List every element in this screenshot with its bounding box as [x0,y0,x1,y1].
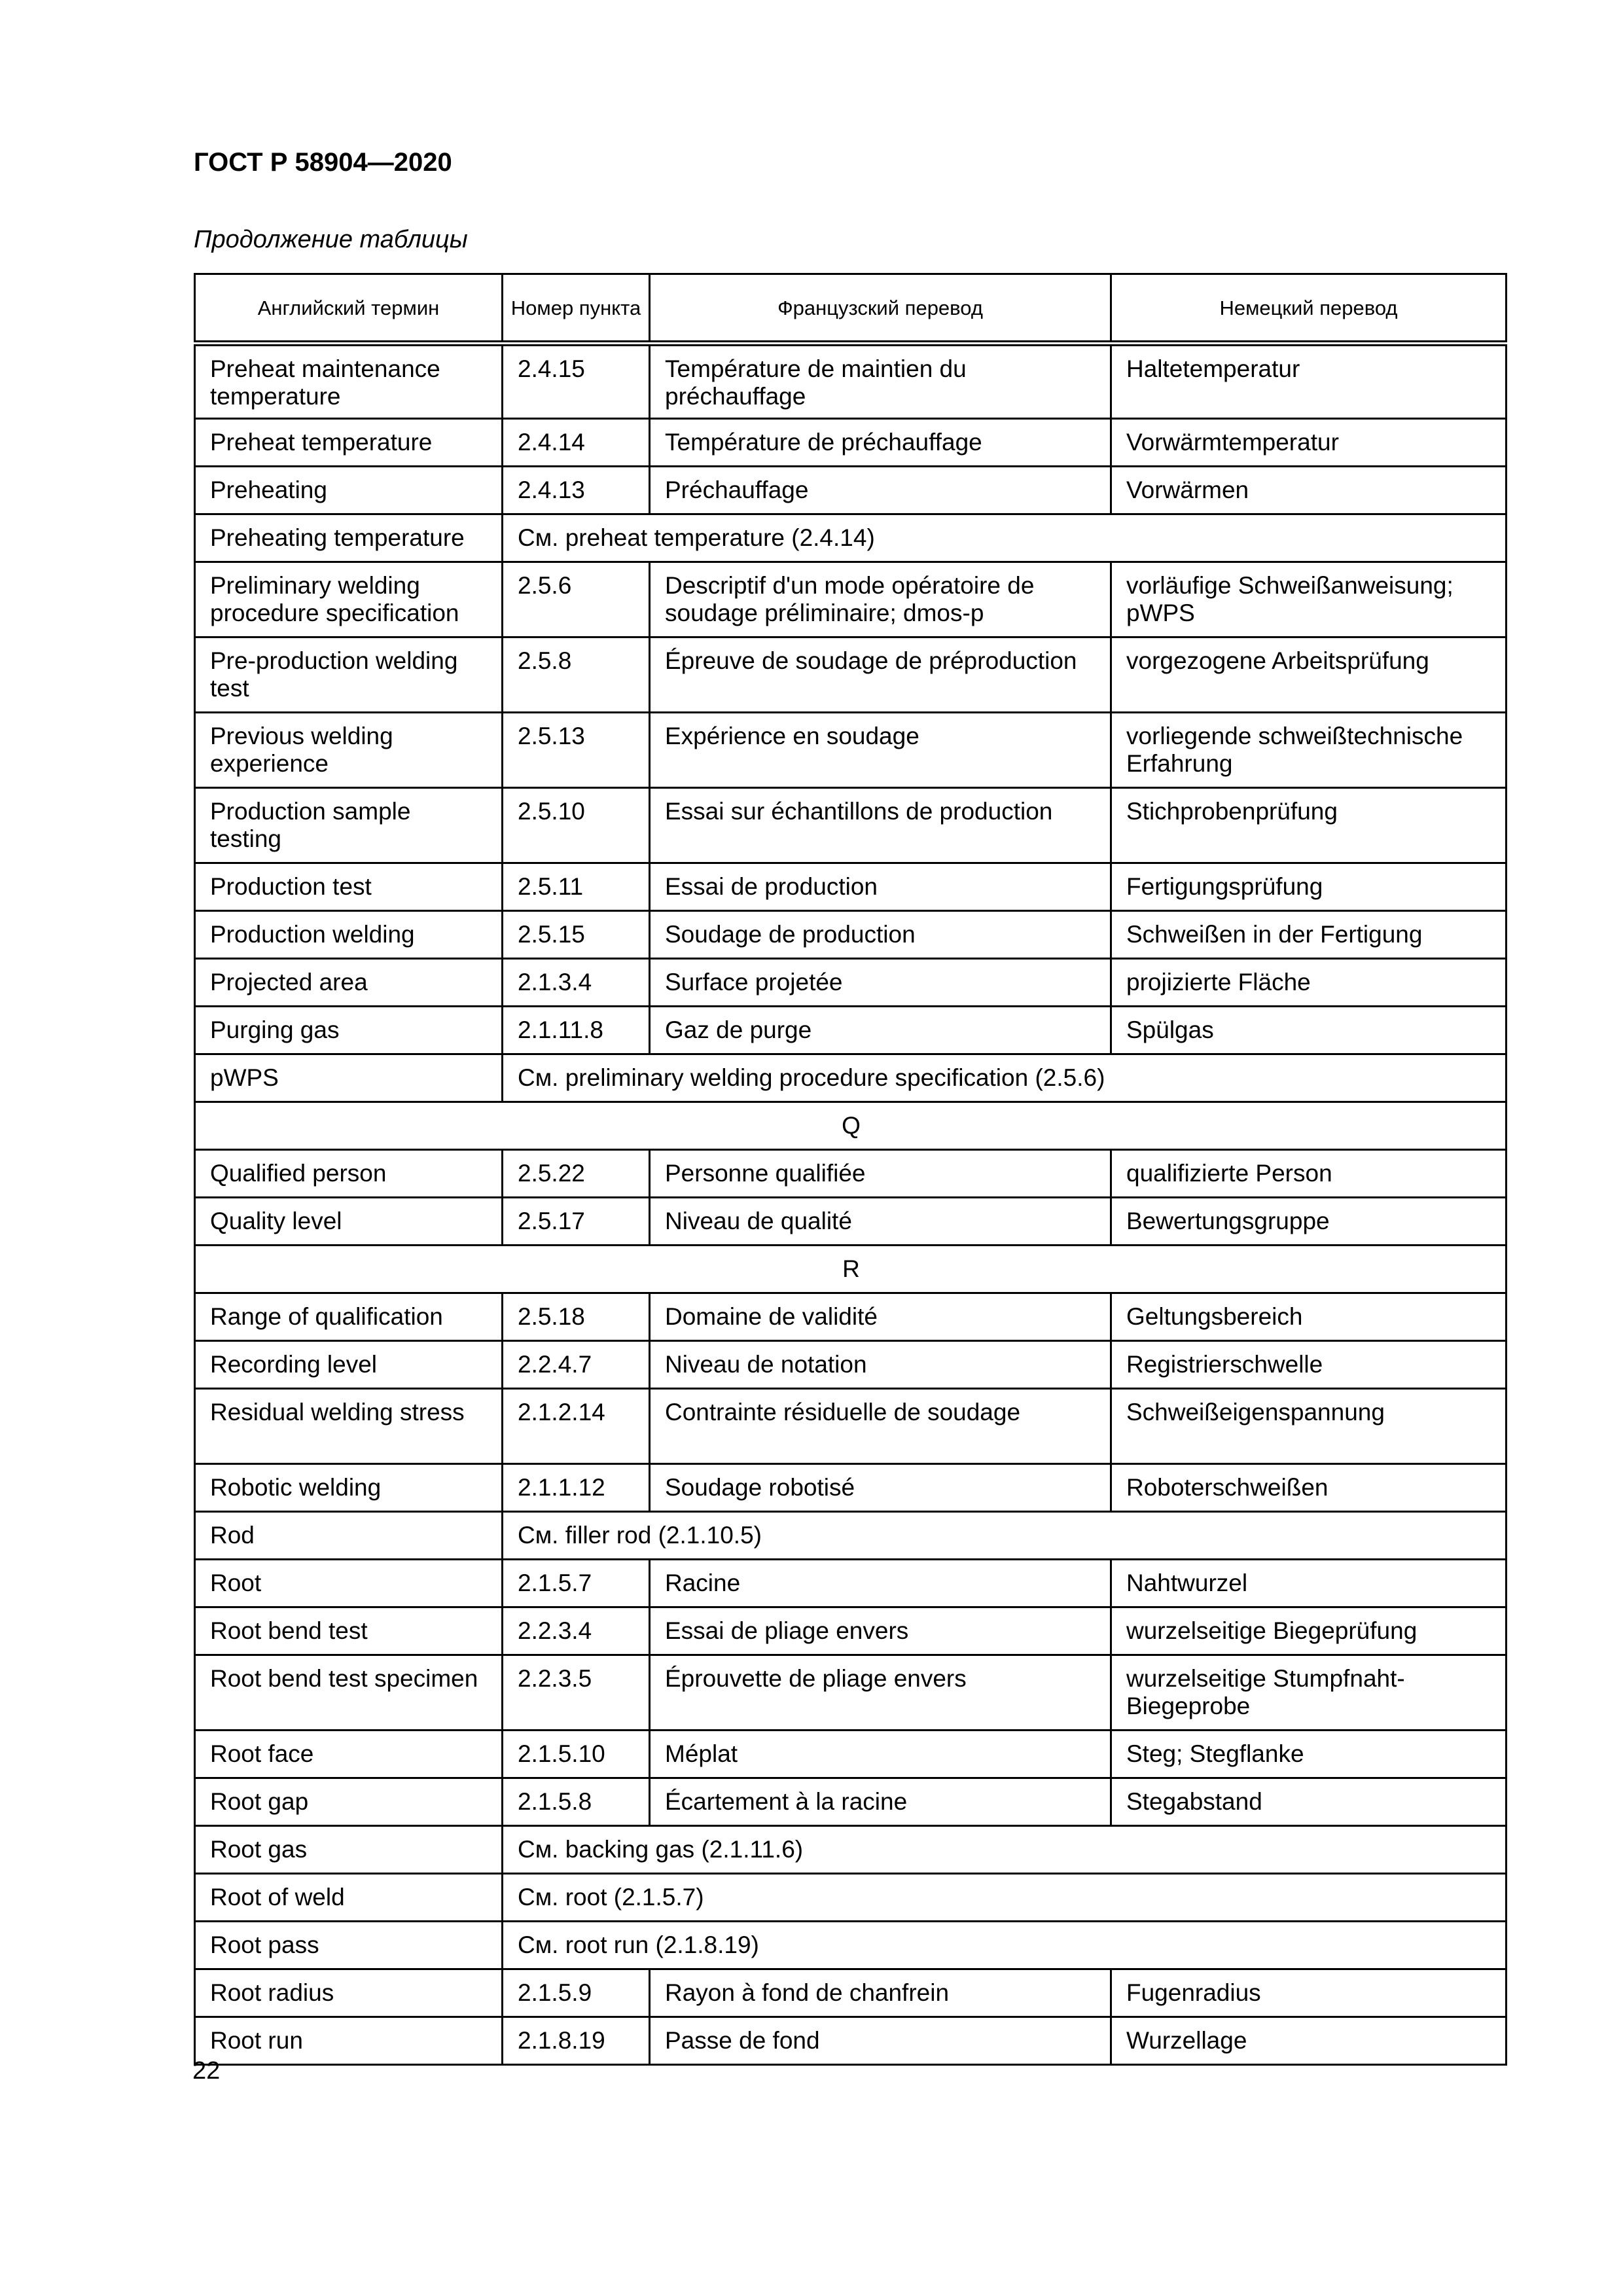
english-term: Root radius [195,1969,503,2017]
table-row [195,1198,1507,1246]
english-term: Root gap [195,1778,503,1826]
terms-table [194,273,1507,2066]
column-header-french: Французский перевод [650,274,1111,344]
french-translation: Essai sur échantillons de production [650,788,1111,863]
document-code: ГОСТ Р 58904—2020 [194,148,452,177]
table-row [195,1778,1507,1826]
table-row [195,1464,1507,1512]
table-row [195,2017,1507,2065]
german-translation: Registrierschwelle [1111,1341,1507,1389]
german-translation: Wurzellage [1111,2017,1507,2065]
column-header-english: Английский термин [195,274,503,344]
english-term: Root face [195,1731,503,1778]
table-row [195,562,1507,637]
english-term: Residual welding stress [195,1389,503,1464]
table-row [195,959,1507,1007]
cross-reference: См. root (2.1.5.7) [503,1874,1507,1922]
clause-number: 2.1.5.10 [503,1731,650,1778]
french-translation: Essai de production [650,863,1111,911]
cross-reference-row [195,1874,1507,1922]
table-row [195,1341,1507,1389]
table-row [195,1731,1507,1778]
table-row [195,1969,1507,2017]
french-translation: Personne qualifiée [650,1150,1111,1198]
table-row [195,467,1507,514]
english-term: Rod [195,1512,503,1560]
german-translation: vorläufige Schweißanweisung; pWPS [1111,562,1507,637]
english-term: Root bend test specimen [195,1655,503,1731]
english-term: Root [195,1560,503,1607]
french-translation: Expérience en soudage [650,713,1111,788]
german-translation: Roboterschweißen [1111,1464,1507,1512]
english-term: Recording level [195,1341,503,1389]
clause-number: 2.2.4.7 [503,1341,650,1389]
column-header-number: Номер пункта [503,274,650,344]
french-translation: Essai de pliage envers [650,1607,1111,1655]
clause-number: 2.1.2.14 [503,1389,650,1464]
english-term: Root pass [195,1922,503,1969]
german-translation: Haltetemperatur [1111,344,1507,419]
english-term: Root run [195,2017,503,2065]
french-translation: Soudage robotisé [650,1464,1111,1512]
german-translation: Schweißen in der Fertigung [1111,911,1507,959]
cross-reference-row [195,514,1507,562]
clause-number: 2.5.22 [503,1150,650,1198]
german-translation: Steg; Stegflanke [1111,1731,1507,1778]
french-translation: Rayon à fond de chanfrein [650,1969,1111,2017]
german-translation: Stegabstand [1111,1778,1507,1826]
english-term: Root bend test [195,1607,503,1655]
french-translation: Préchauffage [650,467,1111,514]
clause-number: 2.2.3.4 [503,1607,650,1655]
clause-number: 2.5.8 [503,637,650,713]
table-row [195,1293,1507,1341]
french-translation: Écartement à la racine [650,1778,1111,1826]
english-term: Range of qualification [195,1293,503,1341]
table-row [195,344,1507,419]
german-translation: Vorwärmen [1111,467,1507,514]
english-term: Root of weld [195,1874,503,1922]
french-translation: Épreuve de soudage de préproduction [650,637,1111,713]
cross-reference-row [195,1826,1507,1874]
table-row [195,1389,1507,1464]
table-row [195,1655,1507,1731]
german-translation: projizierte Fläche [1111,959,1507,1007]
german-translation: Nahtwurzel [1111,1560,1507,1607]
table-row [195,1150,1507,1198]
cross-reference-row [195,1054,1507,1102]
german-translation: Vorwärmtemperatur [1111,419,1507,467]
english-term: Preheating temperature [195,514,503,562]
french-translation: Domaine de validité [650,1293,1111,1341]
english-term: Root gas [195,1826,503,1874]
clause-number: 2.5.17 [503,1198,650,1246]
table-row [195,637,1507,713]
table-row [195,863,1507,911]
english-term: Qualified person [195,1150,503,1198]
english-term: Purging gas [195,1007,503,1054]
english-term: Preheating [195,467,503,514]
german-translation: Bewertungsgruppe [1111,1198,1507,1246]
german-translation: qualifizierte Person [1111,1150,1507,1198]
column-header-german: Немецкий перевод [1111,274,1507,344]
clause-number: 2.5.6 [503,562,650,637]
table-row [195,788,1507,863]
french-translation: Racine [650,1560,1111,1607]
table-row [195,713,1507,788]
german-translation: Stichprobenprüfung [1111,788,1507,863]
clause-number: 2.1.5.7 [503,1560,650,1607]
table-row [195,1607,1507,1655]
french-translation: Éprouvette de pliage envers [650,1655,1111,1731]
french-translation: Descriptif d'un mode opératoire de soudage préliminaire; dmos-p [650,562,1111,637]
english-term: pWPS [195,1054,503,1102]
clause-number: 2.5.10 [503,788,650,863]
english-term: Previous welding experience [195,713,503,788]
german-translation: Spülgas [1111,1007,1507,1054]
french-translation: Gaz de purge [650,1007,1111,1054]
clause-number: 2.1.8.19 [503,2017,650,2065]
cross-reference: См. preheat temperature (2.4.14) [503,514,1507,562]
english-term: Preheat temperature [195,419,503,467]
cross-reference: См. preliminary welding procedure specification (2.5.6) [503,1054,1507,1102]
table-row [195,1560,1507,1607]
section-letter: R [195,1246,1507,1293]
english-term: Production welding [195,911,503,959]
french-translation: Niveau de qualité [650,1198,1111,1246]
table-row [195,911,1507,959]
french-translation: Soudage de production [650,911,1111,959]
cross-reference-row [195,1512,1507,1560]
clause-number: 2.5.15 [503,911,650,959]
german-translation: wurzelseitige Biegeprüfung [1111,1607,1507,1655]
english-term: Production test [195,863,503,911]
french-translation: Passe de fond [650,2017,1111,2065]
cross-reference-row [195,1922,1507,1969]
page-number: 22 [192,2057,221,2085]
french-translation: Température de préchauffage [650,419,1111,467]
german-translation: vorliegende schweißtechnische Erfahrung [1111,713,1507,788]
table-body [195,344,1507,2065]
french-translation: Surface projetée [650,959,1111,1007]
clause-number: 2.4.13 [503,467,650,514]
clause-number: 2.1.11.8 [503,1007,650,1054]
clause-number: 2.2.3.5 [503,1655,650,1731]
french-translation: Température de maintien du préchauffage [650,344,1111,419]
german-translation: Fugenradius [1111,1969,1507,2017]
english-term: Production sample testing [195,788,503,863]
french-translation: Méplat [650,1731,1111,1778]
german-translation: vorgezogene Arbeitsprüfung [1111,637,1507,713]
clause-number: 2.5.18 [503,1293,650,1341]
french-translation: Contrainte résiduelle de soudage [650,1389,1111,1464]
section-letter-row [195,1246,1507,1293]
german-translation: Schweißeigenspannung [1111,1389,1507,1464]
table-header-row [195,274,1507,344]
english-term: Quality level [195,1198,503,1246]
clause-number: 2.4.15 [503,344,650,419]
clause-number: 2.5.11 [503,863,650,911]
table-continuation-caption: Продолжение таблицы [194,226,468,253]
english-term: Preliminary welding procedure specification [195,562,503,637]
cross-reference: См. filler rod (2.1.10.5) [503,1512,1507,1560]
clause-number: 2.1.5.9 [503,1969,650,2017]
english-term: Preheat maintenance temperature [195,344,503,419]
german-translation: Fertigungsprüfung [1111,863,1507,911]
section-letter-row [195,1102,1507,1150]
english-term: Robotic welding [195,1464,503,1512]
german-translation: Geltungsbereich [1111,1293,1507,1341]
clause-number: 2.1.3.4 [503,959,650,1007]
cross-reference: См. backing gas (2.1.11.6) [503,1826,1507,1874]
clause-number: 2.4.14 [503,419,650,467]
table-row [195,1007,1507,1054]
german-translation: wurzelseitige Stumpfnaht-Biegeprobe [1111,1655,1507,1731]
clause-number: 2.5.13 [503,713,650,788]
english-term: Projected area [195,959,503,1007]
cross-reference: См. root run (2.1.8.19) [503,1922,1507,1969]
clause-number: 2.1.5.8 [503,1778,650,1826]
english-term: Pre-production welding test [195,637,503,713]
french-translation: Niveau de notation [650,1341,1111,1389]
table-row [195,419,1507,467]
clause-number: 2.1.1.12 [503,1464,650,1512]
section-letter: Q [195,1102,1507,1150]
